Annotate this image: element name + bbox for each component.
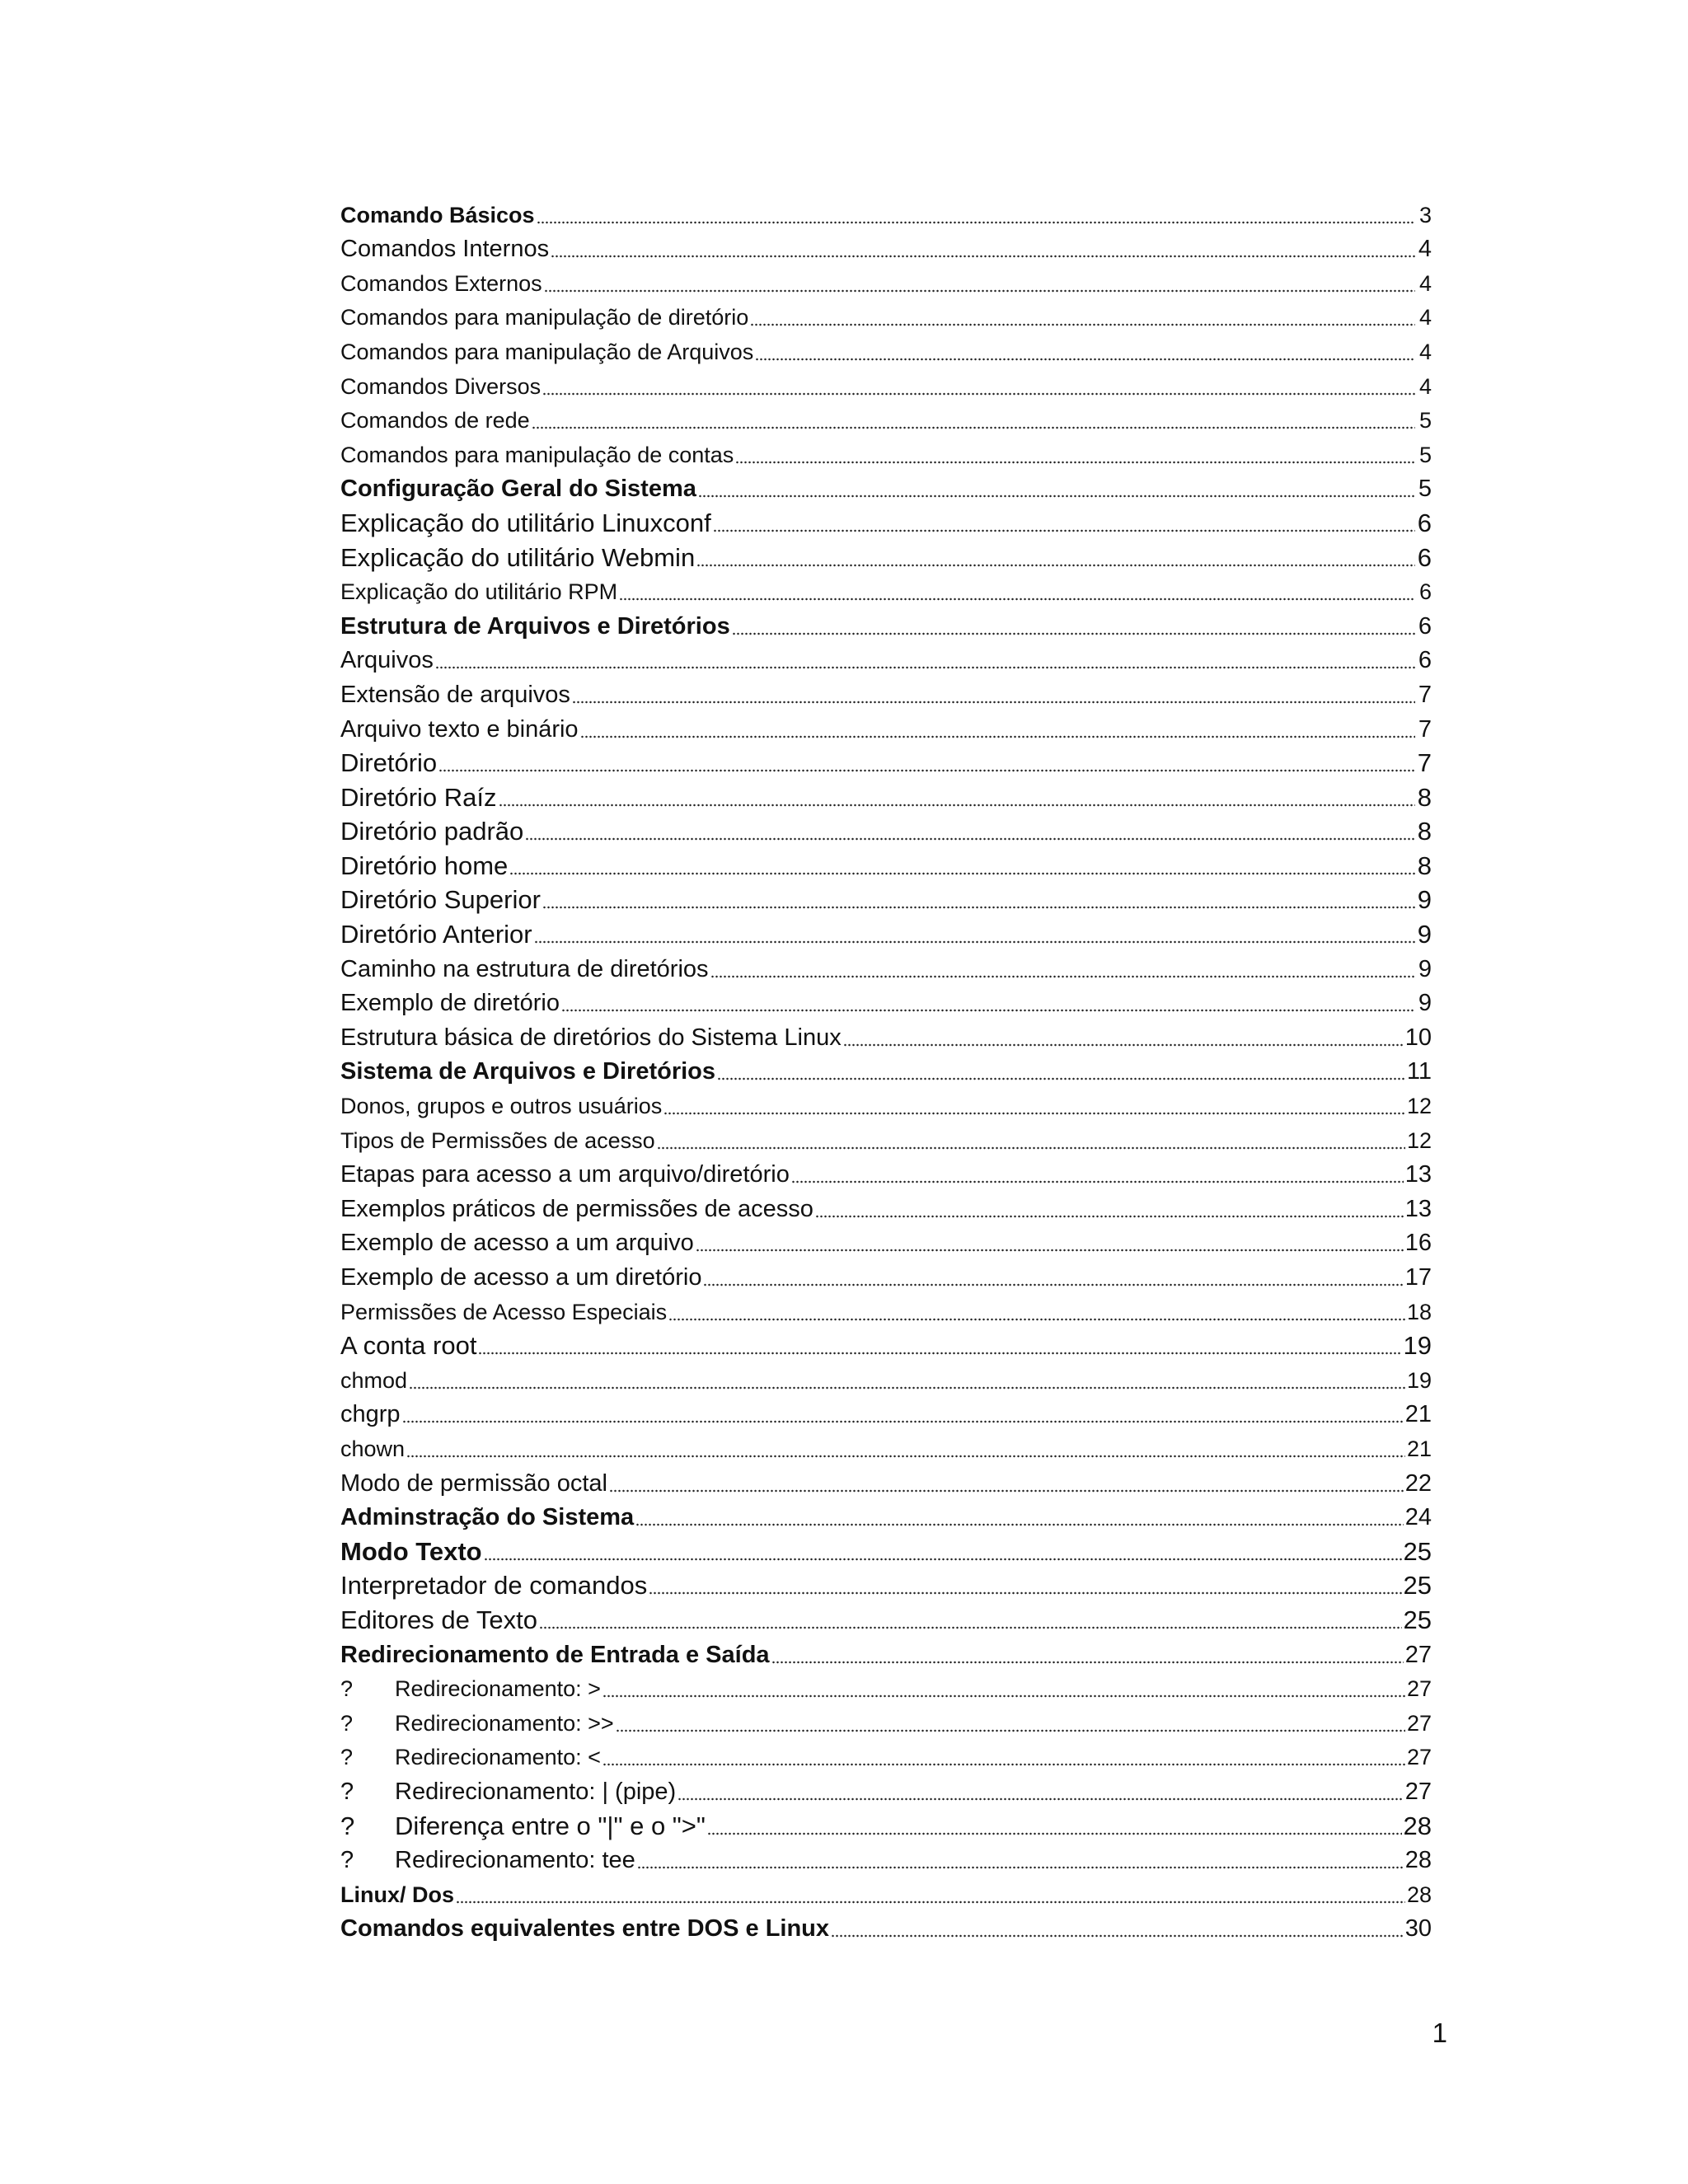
toc-entry-title: Redirecionamento: tee: [395, 1847, 635, 1874]
toc-entry-page: 18: [1406, 1299, 1432, 1324]
toc-entry-page: 21: [1406, 1436, 1432, 1461]
toc-entry-page: 7: [1417, 748, 1432, 778]
toc-entry[interactable]: [340, 194, 1432, 229]
toc-entry[interactable]: [340, 1223, 1432, 1258]
toc-entry[interactable]: [340, 1840, 1432, 1875]
toc-entry-page: 30: [1404, 1915, 1432, 1943]
toc-entry[interactable]: [340, 914, 1432, 949]
dot-leader: [713, 529, 1415, 532]
toc-entry[interactable]: [340, 434, 1432, 469]
dot-leader: [435, 666, 1415, 669]
toc-entry[interactable]: [340, 469, 1432, 504]
toc-entry[interactable]: [340, 709, 1432, 743]
toc-bullet: ?: [340, 1676, 354, 1702]
toc-entry[interactable]: [340, 1669, 1432, 1704]
toc-entry-page: 27: [1406, 1745, 1432, 1770]
toc-entry-title: Etapas para acesso a um arquivo/diretório: [340, 1161, 790, 1188]
toc-entry[interactable]: [340, 777, 1432, 812]
toc-entry-page: 16: [1404, 1230, 1432, 1257]
dot-leader: [698, 494, 1415, 498]
toc-entry[interactable]: [340, 674, 1432, 709]
toc-entry-page: 25: [1403, 1536, 1432, 1566]
dot-leader: [678, 1797, 1404, 1801]
dot-leader: [663, 1112, 1405, 1115]
toc-entry-page: 6: [1417, 508, 1432, 537]
toc-entry[interactable]: [340, 401, 1432, 435]
toc-entry-title: Diferença entre o "|" e o ">": [395, 1811, 706, 1840]
dot-leader: [534, 940, 1415, 944]
toc-entry-page: 27: [1404, 1641, 1432, 1668]
toc-entry[interactable]: [340, 1155, 1432, 1189]
toc-entry[interactable]: [340, 983, 1432, 1018]
toc-entry-title: Comandos de rede: [340, 408, 530, 434]
dot-leader: [732, 632, 1415, 635]
toc-entry[interactable]: [340, 812, 1432, 846]
dot-leader: [509, 872, 1415, 875]
dot-leader: [710, 975, 1415, 978]
toc-entry-page: 7: [1418, 681, 1432, 708]
toc-entry-page: 28: [1403, 1811, 1432, 1840]
toc-entry-title: Comandos Internos: [340, 236, 550, 263]
dot-leader: [603, 1694, 1405, 1698]
toc-entry-page: 28: [1404, 1847, 1432, 1874]
toc-entry[interactable]: [340, 1600, 1432, 1634]
toc-entry-title: Adminstração do Sistema: [340, 1504, 635, 1531]
toc-entry-title: Arquivo texto e binário: [340, 715, 579, 743]
toc-entry[interactable]: [340, 1703, 1432, 1737]
toc-entry[interactable]: [340, 1017, 1432, 1052]
toc-entry-title: A conta root: [340, 1331, 477, 1361]
toc-entry-page: 4: [1418, 339, 1432, 364]
page-number: 1: [1432, 2018, 1447, 2048]
dot-leader: [402, 1420, 1404, 1423]
dot-leader: [561, 1009, 1415, 1012]
dot-leader: [707, 1832, 1402, 1835]
toc-bullet: ?: [340, 1778, 354, 1805]
toc-entry-page: 5: [1418, 408, 1432, 434]
toc-entry[interactable]: [340, 1120, 1432, 1155]
toc-entry[interactable]: [340, 1291, 1432, 1326]
toc-entry-page: 7: [1418, 715, 1432, 743]
toc-entry[interactable]: [340, 1806, 1432, 1840]
toc-entry-page: 3: [1418, 202, 1432, 227]
dot-leader: [609, 1489, 1404, 1493]
toc-entry-title: Exemplos práticos de permissões de acesso: [340, 1195, 814, 1222]
dot-leader: [603, 1763, 1405, 1766]
toc-entry-page: 13: [1404, 1195, 1432, 1222]
toc-entry[interactable]: [340, 1052, 1432, 1086]
toc-entry-page: 8: [1417, 782, 1432, 812]
toc-entry-title: Linux/ Dos: [340, 1882, 455, 1907]
toc-entry-title: Exemplo de diretório: [340, 990, 560, 1017]
dot-leader: [717, 1077, 1405, 1080]
toc-entry[interactable]: [340, 1874, 1432, 1909]
toc-entry-title: Explicação do utilitário Webmin: [340, 542, 696, 572]
toc-entry-title: Editores de Texto: [340, 1605, 537, 1634]
dot-leader: [831, 1934, 1404, 1938]
toc-entry-title: Sistema de Arquivos e Diretórios: [340, 1058, 716, 1085]
toc-entry-page: 8: [1417, 851, 1432, 880]
toc-entry-page: 24: [1404, 1504, 1432, 1531]
toc-entry-page: 6: [1418, 612, 1432, 640]
toc-entry[interactable]: [340, 1737, 1432, 1772]
toc-entry-title: Diretório: [340, 748, 438, 778]
toc-entry-page: 19: [1406, 1367, 1432, 1393]
dot-leader: [637, 1866, 1404, 1869]
dot-leader: [409, 1386, 1405, 1390]
toc-entry[interactable]: [340, 1257, 1432, 1291]
toc-entry-title: Redirecionamento: <: [395, 1745, 601, 1770]
toc-entry-title: Modo Texto: [340, 1536, 482, 1566]
dot-leader: [703, 1283, 1403, 1286]
toc-bullet: ?: [340, 1745, 354, 1770]
toc-entry-page: 22: [1404, 1469, 1432, 1497]
toc-entry-page: 27: [1406, 1676, 1432, 1702]
toc-entry[interactable]: [340, 880, 1432, 915]
toc-entry-page: 6: [1418, 647, 1432, 674]
dot-leader: [649, 1591, 1401, 1595]
dot-leader: [668, 1318, 1405, 1321]
dot-leader: [456, 1900, 1405, 1904]
dot-leader: [771, 1661, 1404, 1664]
toc-entry-page: 12: [1406, 1127, 1432, 1153]
toc-entry-page: 4: [1418, 270, 1432, 296]
toc-entry-title: Diretório home: [340, 851, 509, 880]
toc-entry-title: chgrp: [340, 1401, 401, 1428]
toc-entry-title: Redirecionamento: >: [395, 1676, 601, 1702]
table-of-contents: [340, 194, 1432, 1943]
toc-entry-page: 19: [1403, 1331, 1432, 1361]
dot-leader: [499, 804, 1416, 807]
dot-leader: [542, 392, 1415, 396]
toc-entry[interactable]: [340, 1771, 1432, 1806]
toc-entry-title: Redirecionamento de Entrada e Saída: [340, 1641, 770, 1668]
toc-entry-page: 27: [1404, 1778, 1432, 1805]
toc-entry[interactable]: [340, 1634, 1432, 1669]
toc-entry-title: chmod: [340, 1367, 408, 1393]
dot-leader: [478, 1352, 1401, 1355]
toc-entry[interactable]: [340, 503, 1432, 537]
toc-entry[interactable]: [340, 640, 1432, 675]
toc-entry[interactable]: [340, 1188, 1432, 1223]
dot-leader: [657, 1146, 1405, 1150]
dot-leader: [843, 1043, 1404, 1047]
toc-entry-title: Tipos de Permissões de acesso: [340, 1127, 655, 1153]
dot-leader: [791, 1180, 1404, 1183]
toc-entry-title: Explicação do utilitário Linuxconf: [340, 508, 711, 537]
dot-leader: [750, 323, 1415, 326]
toc-entry[interactable]: [340, 537, 1432, 572]
toc-entry-title: Comandos para manipulação de contas: [340, 442, 734, 467]
toc-entry-page: 17: [1404, 1264, 1432, 1291]
dot-leader: [484, 1558, 1402, 1561]
toc-entry-page: 13: [1404, 1161, 1432, 1188]
toc-entry-title: Diretório Anterior: [340, 920, 532, 949]
dot-leader: [580, 735, 1415, 738]
dot-leader: [438, 769, 1415, 772]
dot-leader: [635, 1523, 1404, 1526]
toc-entry-title: Diretório Raíz: [340, 782, 497, 812]
toc-entry-title: Arquivos: [340, 647, 434, 674]
toc-entry[interactable]: [340, 366, 1432, 401]
toc-entry-page: 21: [1404, 1401, 1432, 1428]
toc-entry-title: Comandos para manipulação de Arquivos: [340, 339, 754, 364]
toc-entry-title: Diretório Superior: [340, 885, 541, 915]
toc-entry-title: Estrutura de Arquivos e Diretórios: [340, 612, 730, 640]
toc-entry-title: Diretório padrão: [340, 817, 524, 846]
toc-entry-page: 6: [1417, 542, 1432, 572]
toc-entry-title: Comando Básicos: [340, 202, 535, 227]
toc-entry-page: 4: [1418, 236, 1432, 263]
toc-entry-page: 9: [1417, 885, 1432, 915]
toc-entry-title: Estrutura básica de diretórios do Sistema Linux: [340, 1024, 842, 1051]
toc-entry-title: Configuração Geral do Sistema: [340, 476, 696, 503]
dot-leader: [551, 255, 1415, 258]
toc-entry-title: Exemplo de acesso a um arquivo: [340, 1230, 694, 1257]
toc-entry[interactable]: [340, 1428, 1432, 1463]
dot-leader: [815, 1215, 1404, 1218]
toc-entry[interactable]: [340, 298, 1432, 332]
dot-leader: [544, 289, 1415, 293]
dot-leader: [542, 906, 1415, 909]
dot-leader: [696, 1249, 1404, 1252]
toc-entry[interactable]: [340, 1085, 1432, 1120]
toc-entry[interactable]: [340, 229, 1432, 264]
toc-entry-page: 4: [1418, 305, 1432, 330]
toc-entry[interactable]: [340, 1566, 1432, 1601]
dot-leader: [525, 837, 1415, 841]
toc-entry-title: chown: [340, 1436, 406, 1461]
toc-entry-title: Permissões de Acesso Especiais: [340, 1299, 668, 1324]
toc-entry[interactable]: [340, 1394, 1432, 1429]
dot-leader: [532, 426, 1415, 429]
toc-entry[interactable]: [340, 1531, 1432, 1566]
toc-entry-page: 28: [1406, 1882, 1432, 1907]
toc-entry-title: Comandos para manipulação de diretório: [340, 305, 749, 330]
toc-entry-page: 4: [1418, 373, 1432, 399]
dot-leader: [619, 598, 1415, 601]
toc-entry-page: 5: [1418, 476, 1432, 503]
toc-entry[interactable]: [340, 1326, 1432, 1361]
toc-entry-page: 25: [1403, 1605, 1432, 1634]
toc-entry-title: Caminho na estrutura de diretórios: [340, 955, 709, 982]
toc-entry[interactable]: [340, 331, 1432, 366]
toc-entry-title: Comandos equivalentes entre DOS e Linux: [340, 1915, 830, 1943]
toc-entry-title: Exemplo de acesso a um diretório: [340, 1264, 702, 1291]
toc-entry[interactable]: [340, 572, 1432, 607]
dot-leader: [406, 1455, 1405, 1458]
toc-entry-title: Redirecionamento: >>: [395, 1710, 614, 1736]
toc-entry[interactable]: [340, 743, 1432, 778]
toc-entry-page: 9: [1418, 955, 1432, 982]
toc-entry[interactable]: [340, 1497, 1432, 1532]
toc-entry-title: Modo de permissão octal: [340, 1469, 607, 1497]
toc-entry-title: Comandos Diversos: [340, 373, 542, 399]
toc-entry-page: 6: [1418, 579, 1432, 605]
toc-entry-title: Comandos Externos: [340, 270, 542, 296]
dot-leader: [537, 221, 1415, 224]
toc-entry[interactable]: [340, 949, 1432, 983]
dot-leader: [572, 701, 1415, 704]
toc-entry[interactable]: [340, 846, 1432, 880]
toc-entry-title: Interpretador de comandos: [340, 1571, 648, 1601]
toc-entry-page: 12: [1406, 1094, 1432, 1119]
toc-entry[interactable]: [340, 1360, 1432, 1394]
toc-entry-page: 5: [1418, 442, 1432, 467]
dot-leader: [735, 461, 1415, 464]
dot-leader: [696, 564, 1415, 567]
toc-entry-title: Extensão de arquivos: [340, 681, 570, 708]
toc-entry-title: Redirecionamento: | (pipe): [395, 1778, 677, 1805]
toc-entry-page: 25: [1403, 1571, 1432, 1601]
toc-entry[interactable]: [340, 1909, 1432, 1943]
toc-entry-page: 9: [1417, 920, 1432, 949]
toc-entry[interactable]: [340, 606, 1432, 640]
toc-entry-title: Donos, grupos e outros usuários: [340, 1094, 663, 1119]
toc-bullet: ?: [340, 1847, 354, 1874]
toc-bullet: ?: [340, 1710, 354, 1736]
toc-entry-page: 9: [1418, 990, 1432, 1017]
dot-leader: [539, 1626, 1402, 1629]
dot-leader: [616, 1729, 1405, 1732]
toc-entry-title: Explicação do utilitário RPM: [340, 579, 618, 605]
toc-entry-page: 11: [1406, 1058, 1432, 1085]
toc-entry[interactable]: [340, 1463, 1432, 1497]
toc-entry-page: 8: [1417, 817, 1432, 846]
toc-entry-page: 27: [1406, 1710, 1432, 1736]
dot-leader: [755, 358, 1415, 361]
toc-entry[interactable]: [340, 263, 1432, 298]
toc-bullet: ?: [340, 1811, 355, 1840]
toc-entry-page: 10: [1404, 1024, 1432, 1051]
